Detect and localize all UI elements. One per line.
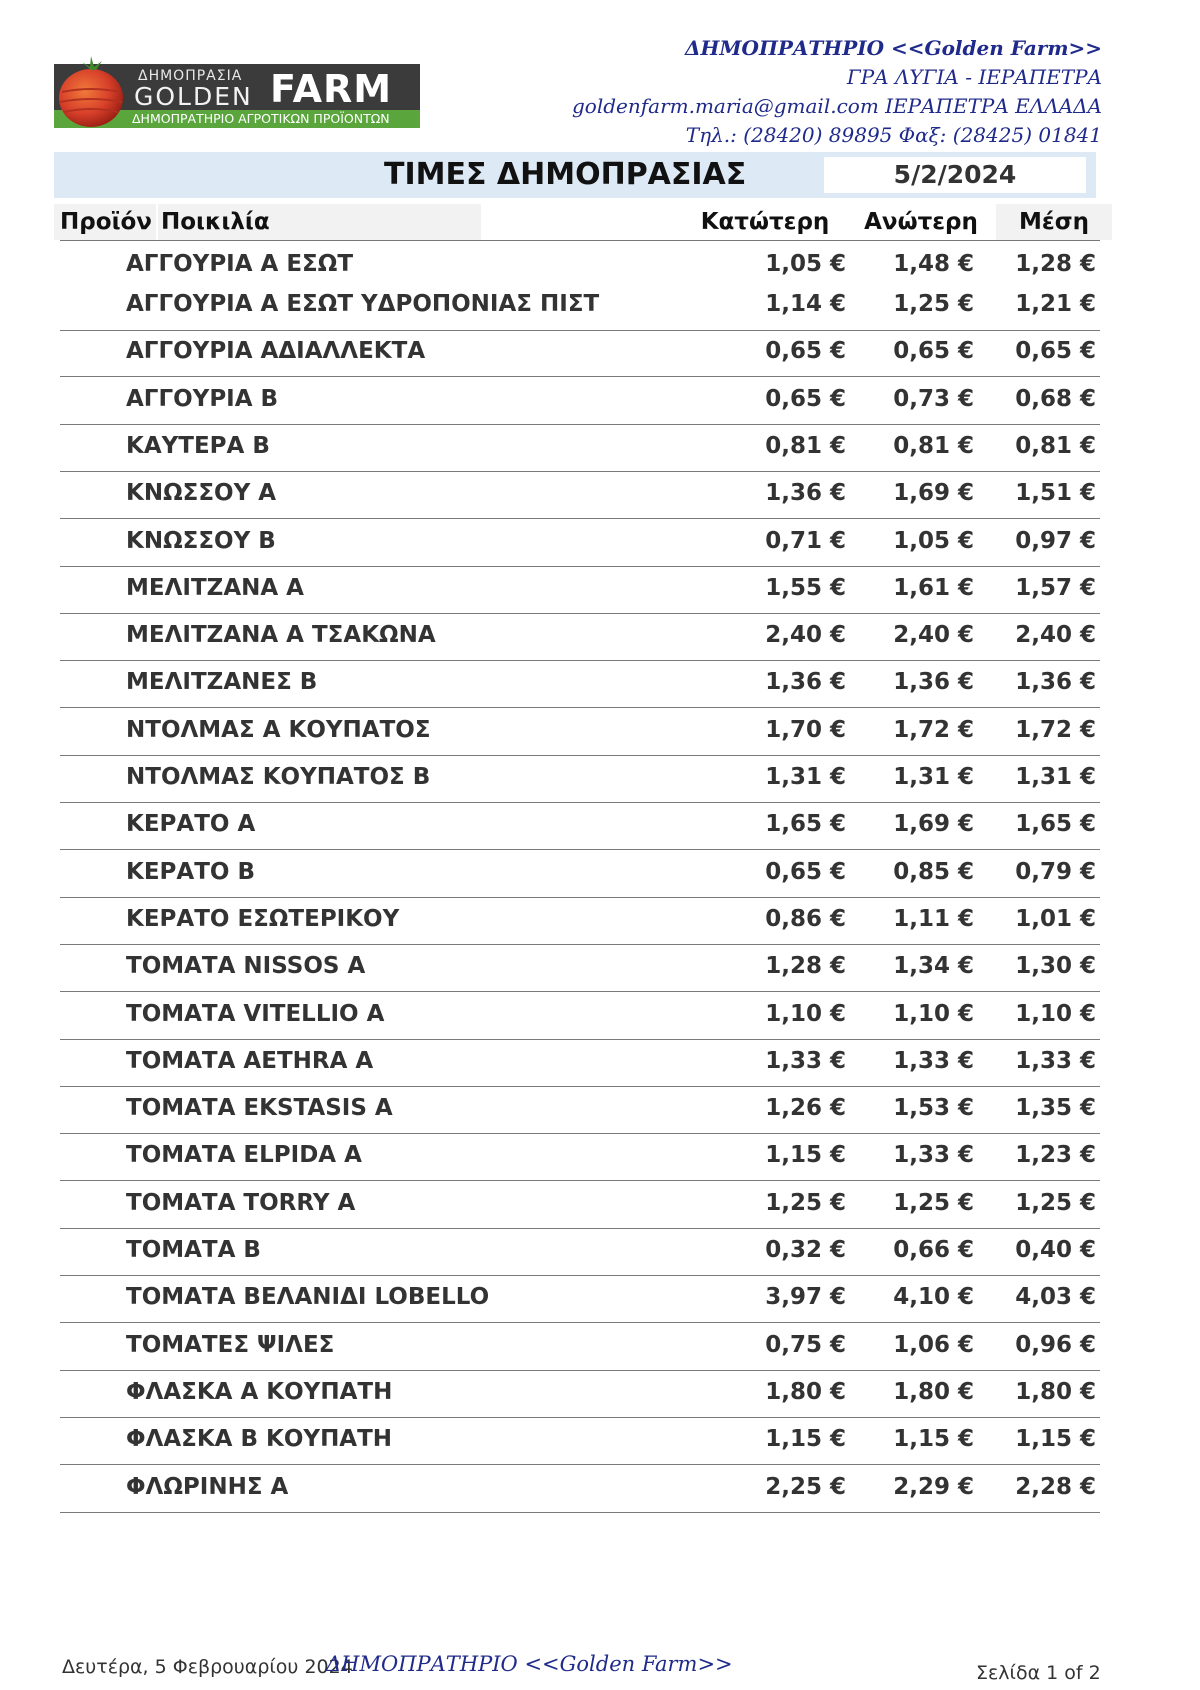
logo-small-text: ΔΗΜΟΠΡΑΣΙΑ — [138, 68, 243, 84]
avg-price: 1,51 € — [1015, 480, 1096, 507]
high-price: 1,36 € — [893, 669, 974, 696]
low-price: 1,36 € — [765, 669, 846, 696]
product-name: ΦΛΑΣΚΑ Β ΚΟΥΠΑΤΗ — [126, 1426, 393, 1453]
product-name: ΤΟΜΑΤΑ AETHRA A — [126, 1047, 374, 1074]
table-row — [60, 1371, 1100, 1418]
table-row — [60, 993, 1100, 1040]
high-price: 1,15 € — [893, 1426, 974, 1453]
high-price: 0,66 € — [893, 1237, 974, 1263]
table-row — [60, 1466, 1100, 1513]
high-price: 4,10 € — [893, 1284, 974, 1311]
product-name: ΤΟΜΑΤΑ ELPIDA A — [126, 1142, 362, 1169]
avg-price: 0,68 € — [1015, 385, 1096, 412]
product-name: ΑΓΓΟΥΡΙΑ Α ΕΣΩΤ ΥΔΡΟΠΟΝΙΑΣ ΠΙΣΤ — [126, 291, 600, 317]
product-name: ΤΟΜΑΤΑ ΒΕΛΑΝΙΔΙ LOBELLO — [126, 1284, 490, 1311]
avg-price: 0,81 € — [1015, 432, 1096, 459]
table-row — [60, 520, 1100, 567]
low-price: 0,65 € — [765, 858, 846, 885]
column-header-high: Ανώτερη — [864, 209, 978, 235]
low-price: 0,71 € — [765, 527, 846, 554]
product-name: ΚΝΩΣΣΟΥ Β — [126, 527, 276, 554]
logo-brand-right: FARM — [270, 67, 393, 111]
high-price: 1,53 € — [893, 1095, 974, 1122]
table-row — [60, 1418, 1100, 1465]
product-name: ΤΟΜΑΤΑ Β — [126, 1237, 261, 1263]
avg-price: 1,23 € — [1015, 1142, 1096, 1169]
avg-price: 1,33 € — [1015, 1047, 1096, 1074]
product-name: ΤΟΜΑΤΕΣ ΨΙΛΕΣ — [126, 1331, 335, 1358]
avg-price: 1,10 € — [1015, 1000, 1096, 1027]
avg-price: 1,28 € — [1015, 251, 1096, 277]
low-price: 1,28 € — [765, 953, 846, 980]
table-row — [60, 803, 1100, 850]
product-name: ΤΟΜΑΤΑ VITELLIO A — [126, 1000, 385, 1027]
table-row — [60, 851, 1100, 898]
avg-price: 1,31 € — [1015, 764, 1096, 790]
table-row — [60, 1040, 1100, 1087]
high-price: 1,72 € — [893, 716, 974, 743]
product-name: ΤΟΜΑΤΑ NISSOS A — [126, 953, 366, 980]
table-row — [60, 614, 1100, 661]
product-name: ΦΛΑΣΚΑ Α ΚΟΥΠΑΤΗ — [126, 1378, 393, 1405]
product-name: ΜΕΛΙΤΖΑΝΕΣ Β — [126, 669, 318, 696]
low-price: 1,10 € — [765, 1000, 846, 1027]
product-name: ΑΓΓΟΥΡΙΑ ΑΔΙΑΛΛΕΚΤΑ — [126, 338, 426, 365]
table-row — [60, 1182, 1100, 1229]
avg-price: 1,15 € — [1015, 1426, 1096, 1453]
product-name: ΚΕΡΑΤΟ Α — [126, 811, 256, 838]
table-row — [60, 1087, 1100, 1134]
product-name: ΤΟΜΑΤΑ EKSTASIS A — [126, 1095, 393, 1122]
avg-price: 0,65 € — [1015, 338, 1096, 365]
high-price: 1,11 € — [893, 905, 974, 932]
product-name: ΦΛΩΡΙΝΗΣ Α — [126, 1473, 289, 1500]
low-price: 1,70 € — [765, 716, 846, 743]
contact-address: ΓΡΑ ΛΥΓΙΑ - ΙΕΡΑΠΕΤΡΑ — [846, 65, 1102, 89]
column-header-variety: Ποικιλία — [158, 204, 481, 240]
low-price: 1,15 € — [765, 1142, 846, 1169]
product-name: ΝΤΟΛΜΑΣ Α ΚΟΥΠΑΤΟΣ — [126, 716, 431, 743]
product-name: ΑΓΓΟΥΡΙΑ Α ΕΣΩΤ — [126, 251, 354, 277]
low-price: 1,15 € — [765, 1426, 846, 1453]
low-price: 0,32 € — [765, 1237, 846, 1263]
avg-price: 1,80 € — [1015, 1378, 1096, 1405]
low-price: 0,86 € — [765, 905, 846, 932]
product-name: ΚΝΩΣΣΟΥ Α — [126, 480, 277, 507]
table-row — [60, 661, 1100, 708]
table-row — [60, 945, 1100, 992]
table-row — [60, 378, 1100, 425]
high-price: 1,69 € — [893, 480, 974, 507]
table-row — [60, 283, 1100, 331]
high-price: 0,81 € — [893, 432, 974, 459]
product-name: ΑΓΓΟΥΡΙΑ Β — [126, 385, 279, 412]
low-price: 2,25 € — [765, 1473, 846, 1500]
row-divider — [60, 1512, 1100, 1513]
high-price: 1,06 € — [893, 1331, 974, 1358]
high-price: 0,73 € — [893, 385, 974, 412]
product-name: ΚΕΡΑΤΟ Β — [126, 858, 255, 885]
avg-price: 1,01 € — [1015, 905, 1096, 932]
table-row — [60, 898, 1100, 945]
avg-price: 0,97 € — [1015, 527, 1096, 554]
low-price: 1,25 € — [765, 1189, 846, 1216]
high-price: 2,29 € — [893, 1473, 974, 1500]
table-row — [60, 1229, 1100, 1276]
avg-price: 1,30 € — [1015, 953, 1096, 980]
table-row — [60, 1276, 1100, 1323]
page-title: ΤΙΜΕΣ ΔΗΜΟΠΡΑΣΙΑΣ — [384, 157, 747, 192]
low-price: 2,40 € — [765, 622, 846, 649]
contact-name: ΔΗΜΟΠΡΑΤΗΡΙΟ <<Golden Farm>> — [684, 36, 1102, 60]
report-date: 5/2/2024 — [824, 157, 1086, 193]
avg-price: 1,25 € — [1015, 1189, 1096, 1216]
high-price: 1,34 € — [893, 953, 974, 980]
high-price: 1,10 € — [893, 1000, 974, 1027]
column-header-avg: Μέση — [996, 204, 1112, 240]
low-price: 0,65 € — [765, 338, 846, 365]
contact-phone: Τηλ.: (28420) 89895 Φαξ: (28425) 01841 — [685, 123, 1102, 147]
footer-page-number: Σελίδα 1 of 2 — [976, 1662, 1101, 1684]
high-price: 1,33 € — [893, 1142, 974, 1169]
table-row — [60, 472, 1100, 519]
low-price: 0,65 € — [765, 385, 846, 412]
logo-brand-left: GOLDEN — [134, 82, 253, 111]
low-price: 1,31 € — [765, 764, 846, 790]
high-price: 1,31 € — [893, 764, 974, 790]
contact-email: goldenfarm.maria@gmail.com ΙΕΡΑΠΕΤΡΑ ΕΛΛΑΔΑ — [572, 94, 1102, 118]
footer-company: ΔΗΜΟΠΡΑΤΗΡΙΟ <<Golden Farm>> — [326, 1652, 733, 1676]
avg-price: 0,96 € — [1015, 1331, 1096, 1358]
avg-price: 1,72 € — [1015, 716, 1096, 743]
avg-price: 2,28 € — [1015, 1473, 1096, 1500]
table-row — [60, 330, 1100, 377]
avg-price: 1,57 € — [1015, 574, 1096, 601]
table-row — [60, 1324, 1100, 1371]
table-row — [60, 709, 1100, 756]
high-price: 0,85 € — [893, 858, 974, 885]
table-row — [60, 1134, 1100, 1181]
low-price: 1,65 € — [765, 811, 846, 838]
product-name: ΝΤΟΛΜΑΣ ΚΟΥΠΑΤΟΣ Β — [126, 764, 431, 790]
low-price: 1,36 € — [765, 480, 846, 507]
high-price: 2,40 € — [893, 622, 974, 649]
low-price: 1,33 € — [765, 1047, 846, 1074]
avg-price: 0,79 € — [1015, 858, 1096, 885]
product-name: ΚΑΥΤΕΡΑ Β — [126, 432, 270, 459]
table-row — [60, 425, 1100, 472]
low-price: 0,81 € — [765, 432, 846, 459]
high-price: 1,05 € — [893, 527, 974, 554]
table-row — [60, 243, 1100, 283]
low-price: 3,97 € — [765, 1284, 846, 1311]
avg-price: 0,40 € — [1015, 1237, 1096, 1263]
footer-date: Δευτέρα, 5 Φεβρουαρίου 2024 — [62, 1656, 353, 1678]
avg-price: 4,03 € — [1015, 1284, 1096, 1311]
product-name: ΤΟΜΑΤΑ TORRY A — [126, 1189, 356, 1216]
low-price: 1,26 € — [765, 1095, 846, 1122]
high-price: 1,80 € — [893, 1378, 974, 1405]
high-price: 1,25 € — [893, 291, 974, 317]
high-price: 1,25 € — [893, 1189, 974, 1216]
avg-price: 1,36 € — [1015, 669, 1096, 696]
avg-price: 1,21 € — [1015, 291, 1096, 317]
product-name: ΚΕΡΑΤΟ ΕΣΩΤΕΡΙΚΟΥ — [126, 905, 400, 932]
logo-tagline: ΔΗΜΟΠΡΑΤΗΡΙΟ ΑΓΡΟΤΙΚΩΝ ΠΡΟΪΟΝΤΩΝ — [132, 111, 390, 126]
low-price: 1,05 € — [765, 251, 846, 277]
table-row — [60, 756, 1100, 803]
product-name: ΜΕΛΙΤΖΑΝΑ Α — [126, 574, 304, 601]
high-price: 1,61 € — [893, 574, 974, 601]
high-price: 1,69 € — [893, 811, 974, 838]
high-price: 1,33 € — [893, 1047, 974, 1074]
low-price: 1,80 € — [765, 1378, 846, 1405]
high-price: 0,65 € — [893, 338, 974, 365]
avg-price: 2,40 € — [1015, 622, 1096, 649]
column-header-product: Προϊόν — [54, 204, 156, 240]
high-price: 1,48 € — [893, 251, 974, 277]
low-price: 1,14 € — [765, 291, 846, 317]
avg-price: 1,35 € — [1015, 1095, 1096, 1122]
avg-price: 1,65 € — [1015, 811, 1096, 838]
low-price: 0,75 € — [765, 1331, 846, 1358]
product-name: ΜΕΛΙΤΖΑΝΑ Α ΤΣΑΚΩΝΑ — [126, 622, 436, 649]
column-header-low: Κατώτερη — [700, 209, 830, 235]
low-price: 1,55 € — [765, 574, 846, 601]
table-row — [60, 567, 1100, 614]
